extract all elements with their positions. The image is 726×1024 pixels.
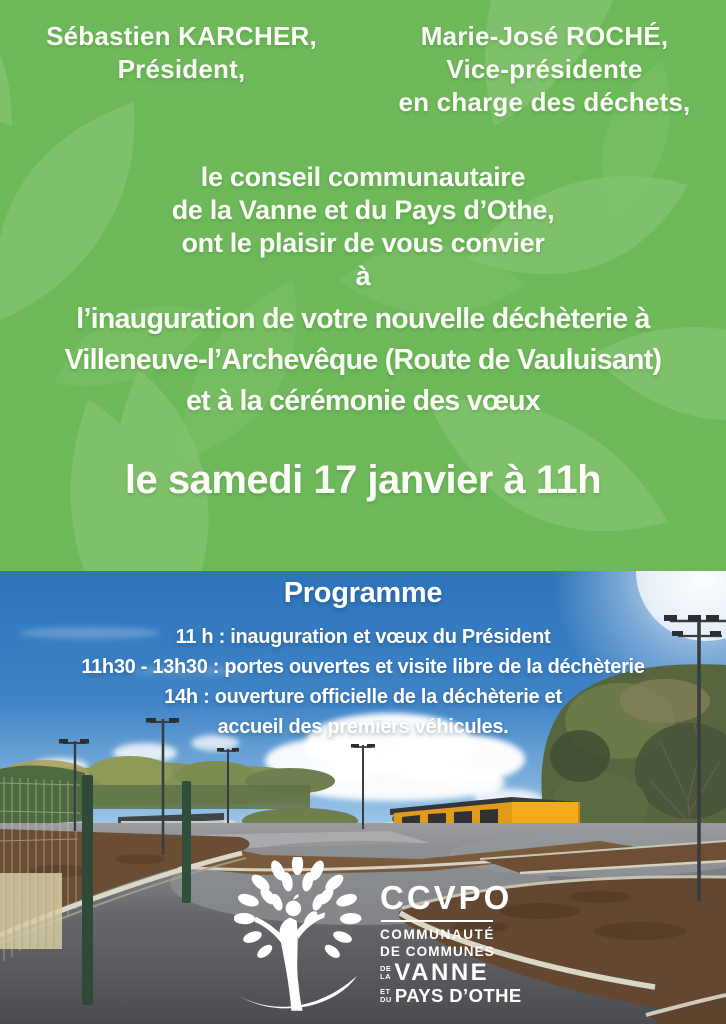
ccvpo-logo (188, 857, 528, 1022)
programme-item-4: accueil des premiers véhicules. (217, 716, 509, 738)
logo-divider (381, 920, 493, 922)
intro-line4: à (355, 261, 371, 291)
signatory-right-role2: en charge des déchets, (398, 87, 691, 117)
signatory-right (363, 20, 726, 119)
invitation-intro (0, 161, 726, 293)
event-description (0, 299, 726, 422)
logo-la: LA (380, 972, 391, 981)
event-line2: Villeneuve-l’Archevêque (Route de Vauluisant) (64, 344, 662, 376)
logo-pays-row (380, 987, 522, 1006)
ccvpo-logo-text (380, 881, 522, 1008)
photo-section (0, 571, 726, 1024)
event-date: le samedi 17 janvier à 11h (124, 458, 602, 502)
ccvpo-tree-logo-icon (234, 857, 362, 1013)
programme-block (0, 577, 726, 742)
signatory-right-role1: Vice-présidente (446, 54, 643, 84)
intro-line2: de la Vanne et du Pays d’Othe, (171, 195, 555, 225)
logo-du: DU (380, 995, 392, 1005)
logo-et: ET (380, 987, 391, 997)
logo-de: DE (380, 964, 392, 973)
logo-vanne-row (380, 961, 522, 985)
signatory-left-name: Sébastien KARCHER, (46, 21, 317, 51)
event-line3: et à la cérémonie des vœux (185, 385, 541, 417)
programme-title: Programme (283, 577, 443, 609)
event-line1: l’inauguration de votre nouvelle déchèterie à (76, 303, 650, 335)
intro-line3: ont le plaisir de vous convier (181, 228, 545, 258)
logo-acronym: CCVPO (380, 879, 513, 916)
programme-item-1: 11 h : inauguration et vœux du Président (175, 626, 551, 648)
logo-de-communes: DE COMMUNES (380, 943, 495, 959)
programme-item-2: 11h30 - 13h30 : portes ouvertes et visite libre de la déchèterie (81, 656, 645, 678)
logo-de-la (380, 965, 391, 981)
signatory-left (0, 20, 363, 119)
signatory-right-name: Marie-José ROCHÉ, (420, 21, 669, 51)
logo-communaute: COMMUNAUTÉ (380, 927, 495, 942)
logo-vanne: VANNE (394, 959, 490, 986)
logo-et-du (380, 988, 392, 1004)
logo-pays-dothe: PAYS D’OTHE (394, 985, 522, 1006)
intro-line1: le conseil communautaire (200, 162, 526, 192)
signatories-row (0, 0, 726, 119)
signatory-left-role: Président, (117, 54, 246, 84)
programme-item-3: 14h : ouverture officielle de la déchèterie et (164, 686, 562, 708)
